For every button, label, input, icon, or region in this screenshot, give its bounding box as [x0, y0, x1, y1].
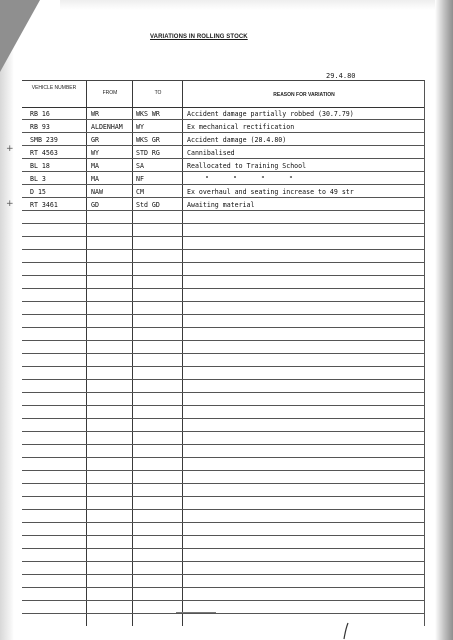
vehicle-cell: RB 93 — [30, 123, 50, 131]
reason-cell: Accident damage (28.4.80) — [187, 136, 287, 144]
from-cell: WY — [91, 149, 99, 157]
header-reason-for-variation: REASON FOR VARIATION — [273, 92, 335, 98]
table-row — [22, 173, 424, 184]
table-rule — [22, 262, 424, 263]
table-rule — [22, 327, 424, 328]
table-rule — [22, 353, 424, 354]
to-cell: WKS WR — [136, 110, 160, 118]
to-cell: SA — [136, 162, 144, 170]
from-cell: MA — [91, 175, 99, 183]
to-cell: CM — [136, 188, 144, 196]
table-row — [22, 186, 424, 197]
header-vehicle-number: VEHICLE NUMBER — [31, 85, 77, 91]
pen-stroke-mark — [336, 620, 358, 640]
scan-edge-left — [0, 0, 14, 640]
reason-cell: Accident damage partially robbed (30.7.79) — [187, 110, 354, 118]
from-cell: MA — [91, 162, 99, 170]
table-row — [22, 160, 424, 171]
table-row — [22, 121, 424, 132]
table-rule — [22, 210, 424, 211]
table-rule — [22, 171, 424, 172]
variations-table — [22, 80, 425, 626]
vehicle-cell: RT 4563 — [30, 149, 58, 157]
table-rule — [22, 548, 424, 549]
table-rule — [22, 132, 424, 133]
from-cell: ALDENHAM — [91, 123, 123, 131]
table-rule — [22, 223, 424, 224]
table-row — [22, 199, 424, 210]
margin-tick-mark: + — [6, 144, 14, 154]
table-rule — [22, 249, 424, 250]
table-rule — [22, 405, 424, 406]
vehicle-cell: RB 16 — [30, 110, 50, 118]
table-rule — [22, 496, 424, 497]
table-rule — [22, 379, 424, 380]
table-rule — [22, 418, 424, 419]
table-rule — [22, 119, 424, 120]
table-row — [22, 108, 424, 119]
table-rule — [22, 184, 424, 185]
table-rule — [22, 613, 424, 614]
table-rule — [22, 535, 424, 536]
table-rule — [22, 366, 424, 367]
table-rule — [22, 457, 424, 458]
margin-tick-mark: + — [6, 199, 14, 209]
to-cell: Std GD — [136, 201, 160, 209]
table-rule — [22, 145, 424, 146]
reason-cell: Reallocated to Training School — [187, 162, 307, 170]
document-date: 29.4.80 — [326, 72, 356, 80]
from-cell: WR — [91, 110, 99, 118]
scan-folded-corner — [0, 0, 40, 72]
table-rule — [22, 197, 424, 198]
table-row — [22, 147, 424, 158]
to-cell: NF — [136, 175, 144, 183]
reason-cell: Ex mechanical rectification — [187, 123, 295, 131]
table-rule — [22, 314, 424, 315]
header-to: TO — [154, 90, 162, 96]
to-cell: WY — [136, 123, 144, 131]
table-rule — [22, 158, 424, 159]
table-rule — [22, 392, 424, 393]
vehicle-cell: SMB 239 — [30, 136, 58, 144]
pencil-mark — [176, 612, 216, 613]
from-cell: GD — [91, 201, 99, 209]
scan-edge-right — [435, 0, 453, 640]
table-rule — [22, 288, 424, 289]
header-from: FROM — [102, 90, 118, 96]
vehicle-cell: BL 3 — [30, 175, 46, 183]
reason-cell: Awaiting material — [187, 201, 255, 209]
table-rule — [22, 431, 424, 432]
reason-cell: Ex overhaul and seating increase to 49 str — [187, 188, 354, 196]
reason-cell: " " " " — [205, 175, 293, 183]
from-cell: GR — [91, 136, 99, 144]
table-rule — [22, 483, 424, 484]
reason-cell: Cannibalised — [187, 149, 235, 157]
document-title: VARIATIONS IN ROLLING STOCK — [150, 34, 248, 40]
table-row — [22, 134, 424, 145]
vehicle-cell: RT 3461 — [30, 201, 58, 209]
table-rule — [22, 574, 424, 575]
table-rule — [22, 587, 424, 588]
table-rule — [22, 236, 424, 237]
vehicle-cell: BL 18 — [30, 162, 50, 170]
table-rule — [22, 522, 424, 523]
from-cell: NAW — [91, 188, 103, 196]
vehicle-cell: D 15 — [30, 188, 46, 196]
scan-edge-top — [60, 0, 453, 10]
table-rule — [22, 340, 424, 341]
table-rule — [22, 275, 424, 276]
to-cell: WKS GR — [136, 136, 160, 144]
table-rule — [22, 509, 424, 510]
to-cell: STD RG — [136, 149, 160, 157]
table-rule — [22, 444, 424, 445]
table-rule — [22, 301, 424, 302]
table-rule — [22, 561, 424, 562]
table-rule — [22, 600, 424, 601]
table-rule — [22, 470, 424, 471]
